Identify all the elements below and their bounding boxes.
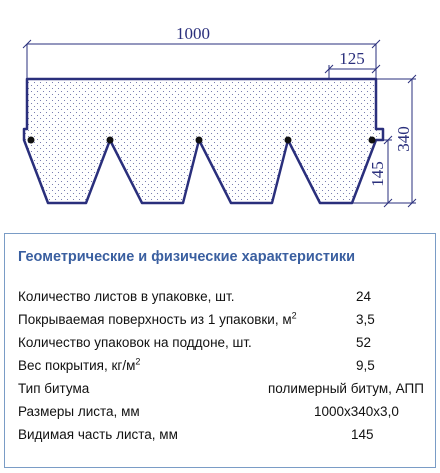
- spec-row: [18, 289, 428, 309]
- spec-row: [18, 312, 428, 332]
- superscript: 2: [291, 310, 297, 321]
- spec-row: [18, 335, 428, 355]
- width-dimension-label: 1000: [176, 24, 210, 43]
- spec-row: [18, 404, 428, 424]
- spec-label: Покрываемая поверхность из 1 упаковки, $м^2$: [18, 310, 297, 327]
- shingle-diagram: [0, 0, 440, 215]
- specs-panel: [4, 233, 436, 468]
- spec-label: Размеры листа, мм: [18, 404, 140, 419]
- shingle-outline: [24, 79, 383, 203]
- spec-value: полимерный битум, АПП: [268, 381, 424, 396]
- nail-hole: [107, 137, 114, 144]
- spec-label: Количество упаковок на поддоне, шт.: [18, 335, 252, 350]
- spec-value: 145: [351, 427, 374, 442]
- nail-hole: [369, 137, 376, 144]
- specs-title: Геометрические и физические характеристики: [18, 249, 356, 265]
- spec-row: [18, 427, 428, 447]
- height-dimension-label: 340: [394, 126, 413, 152]
- spec-value: 52: [356, 335, 372, 350]
- spec-label: Количество листов в упаковке, шт.: [18, 289, 235, 304]
- spec-value: 9,5: [356, 358, 375, 373]
- segment-dimension-label: 125: [339, 49, 365, 68]
- spec-label: Вес покрытия, $кг/м^2$: [18, 356, 141, 373]
- spec-value: 3,5: [356, 312, 375, 327]
- spec-value: 1000x340x3,0: [314, 404, 399, 419]
- spec-label: Тип битума: [18, 381, 90, 396]
- width-dimension: [23, 40, 380, 79]
- nail-hole: [28, 137, 35, 144]
- nail-hole: [196, 137, 203, 144]
- spec-row: [18, 358, 428, 378]
- spec-value: 24: [356, 289, 372, 304]
- superscript: 2: [135, 356, 141, 367]
- spec-label: Видимая часть листа, мм: [18, 427, 178, 442]
- spec-row: [18, 381, 428, 401]
- tab-dimension-label: 145: [368, 161, 387, 187]
- nail-hole: [285, 137, 292, 144]
